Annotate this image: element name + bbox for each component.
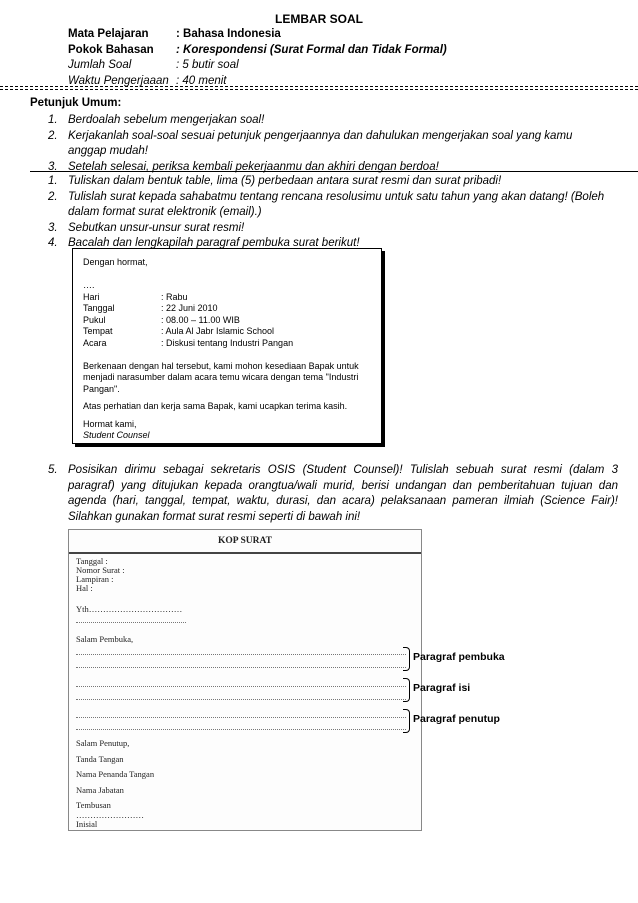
item-text: Sebutkan unsur-unsur surat resmi! (68, 221, 245, 234)
detail-key: Pukul (83, 314, 106, 325)
item-number: 4. (48, 237, 58, 249)
detail-value: : Diskusi tentang Industri Pangan (161, 337, 294, 348)
field-subject: Hal : (76, 583, 93, 593)
header-key: Jumlah Soal (68, 59, 132, 71)
header-value: : 40 menit (176, 74, 227, 87)
item-number: 2. (48, 190, 58, 203)
page-title: LEMBAR SOAL (275, 12, 363, 26)
detail-row (83, 338, 371, 350)
item-number: 5. (48, 464, 58, 476)
closing: Hormat kami, (83, 418, 137, 429)
dotted-line (76, 667, 406, 668)
dotted-line (76, 717, 406, 718)
detail-row (83, 303, 371, 315)
recipient-line: Yth…………………………… (76, 604, 183, 614)
list-item (48, 190, 608, 221)
item-number: 3. (48, 160, 58, 173)
label-closing-paragraph: Paragraf penutup (413, 713, 500, 725)
label-opening-paragraph: Paragraf pembuka (413, 651, 505, 663)
list-item (48, 129, 608, 160)
questions-list (48, 174, 608, 252)
signer-name-label: Nama Penanda Tangan (76, 769, 155, 779)
item-number: 1. (48, 114, 58, 126)
letterhead: KOP SURAT (69, 530, 421, 554)
detail-value: : 22 Juni 2010 (161, 303, 218, 313)
item-text: Berdoalah sebelum mengerjakan soal! (68, 114, 265, 126)
header-value: : 5 butir soal (176, 59, 239, 71)
dashed-divider (0, 89, 638, 90)
greeting: Dengan hormat, (83, 257, 148, 267)
cc-dots: …………………… (76, 810, 144, 820)
instructions-title: Petunjuk Umum: (30, 97, 122, 109)
closing-paragraph: Atas perhatian dan kerja sama Bapak, kami ucapkan terima kasih. (83, 401, 348, 411)
item-number: 1. (48, 175, 58, 187)
detail-row (83, 315, 371, 327)
list-item (48, 160, 608, 176)
brace-icon (403, 647, 410, 671)
item-number: 3. (48, 221, 58, 234)
item-text: Setelah selesai, periksa kembali pekerjaanmu dan akhiri dengan berdoa! (68, 160, 439, 173)
detail-row (83, 326, 371, 338)
instructions-list (48, 113, 608, 175)
list-item (48, 113, 608, 129)
header-key: Waktu Pengerjaaan (68, 74, 169, 87)
detail-key: Tempat (83, 326, 113, 336)
brace-icon (403, 678, 410, 702)
dotted-line (76, 729, 406, 730)
closing-salutation: Salam Penutup, (76, 738, 130, 748)
field-attachment: Lampiran : (76, 574, 114, 584)
cc-label: Tembusan (76, 800, 111, 810)
brace-icon (403, 709, 410, 733)
header-info (68, 27, 447, 89)
item-text: Posisikan dirimu sebagai sekretaris OSIS (Student Counsel)! Tulislah sebuah surat resmi (dalam 3 paragraf) yang ditujukan kepada orangtua/wali murid, berisi undangan dan pemberitahuan tujuan dan agenda (hari, tanggal, tempat, waktu, durasi, dan acara) pelaksanaan pameran ilmiah (Science Fair)! Silahkan gunakan format surat resmi seperti di bawah ini! (68, 464, 618, 523)
dotted-line (76, 654, 406, 655)
list-item (48, 174, 608, 190)
header-key: Pokok Bahasan (68, 43, 154, 56)
item-text: Tulislah surat kepada sahabatmu tentang rencana resolusimu untuk satu tahun yang akan datang! (Boleh dalam format surat elektronik (email).) (68, 190, 605, 218)
detail-key: Hari (83, 291, 100, 302)
field-date: Tanggal : (76, 556, 108, 566)
section-divider (30, 171, 638, 172)
detail-value: : 08.00 – 11.00 WIB (161, 314, 240, 325)
field-number: Nomor Surat : (76, 565, 125, 575)
dotted-line (76, 699, 406, 700)
header-value: : Korespondensi (Surat Formal dan Tidak Formal) (176, 43, 447, 56)
dotted-line (76, 686, 406, 687)
header-row-topic (68, 43, 447, 59)
detail-key: Acara (83, 337, 107, 348)
dotted-line (76, 622, 186, 623)
header-row-subject (68, 27, 447, 43)
detail-key: Tanggal (83, 303, 115, 313)
header-key: Mata Pelajaran (68, 28, 149, 40)
signature-label: Tanda Tangan (76, 754, 124, 764)
letter-template-image (68, 529, 422, 831)
item-text: Kerjakanlah soal-soal sesuai petunjuk pengerjaannya dan dahulukan mengerjakan soal yang kamu anggap mudah! (68, 129, 573, 157)
dashed-divider (0, 86, 638, 87)
label-body-paragraph: Paragraf isi (413, 682, 471, 694)
detail-value: : Rabu (161, 291, 188, 302)
detail-value: : Aula Al Jabr Islamic School (161, 326, 275, 336)
detail-row (83, 292, 371, 304)
header-value: : Bahasa Indonesia (176, 28, 281, 40)
body-paragraph: Berkenaan dengan hal tersebut, kami mohon kesediaan Bapak untuk menjadi narasumber dalam acara temu wicara dengan tema "Industri Pangan". (83, 360, 359, 394)
ellipsis: …. (83, 280, 95, 290)
letter-excerpt-box (72, 248, 382, 444)
header-row-count (68, 58, 447, 74)
initials-label: Inisial (76, 819, 98, 829)
signer: Student Counsel (83, 430, 150, 440)
question-5 (48, 463, 618, 525)
list-item (48, 221, 608, 237)
item-text: Bacalah dan lengkapilah paragraf pembuka surat berikut! (68, 237, 360, 249)
item-number: 2. (48, 129, 58, 142)
position-label: Nama Jabatan (76, 785, 124, 795)
opening-salutation: Salam Pembuka, (76, 634, 134, 644)
item-text: Tuliskan dalam bentuk table, lima (5) perbedaan antara surat resmi dan surat pribadi! (68, 175, 502, 187)
